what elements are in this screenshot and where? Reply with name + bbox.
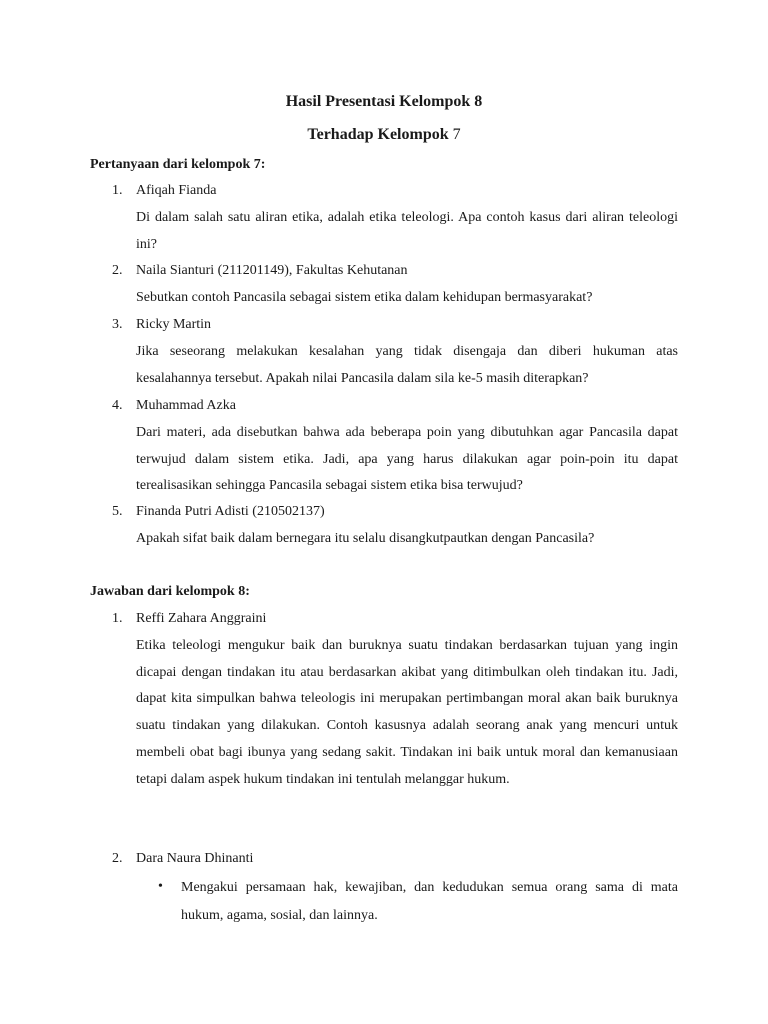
question-number: 2. — [112, 263, 123, 278]
answers-heading: Jawaban dari kelompok 8: — [90, 584, 250, 599]
question-asker-name: Finanda Putri Adisti (210502137) — [136, 504, 325, 519]
question-number: 4. — [112, 398, 123, 413]
answer-bullet-text: Mengakui persamaan hak, kewajiban, dan kedudukan semua orang sama di mata hukum, agama, sosial, dan lainnya. — [181, 880, 678, 923]
question-text: Jika seseorang melakukan kesalahan yang tidak disengaja dan diberi hukuman atas kesalahannya tersebut. Apakah nilai Pancasila dalam sila ke-5 masih diterapkan? — [136, 344, 678, 386]
questions-heading: Pertanyaan dari kelompok 7: — [90, 157, 266, 172]
question-number: 3. — [112, 317, 123, 332]
question-text: Di dalam salah satu aliran etika, adalah etika teleologi. Apa contoh kasus dari aliran teleologi ini? — [136, 210, 678, 252]
question-asker-name: Afiqah Fianda — [136, 183, 217, 198]
question-asker-name: Naila Sianturi (211201149), Fakultas Kehutanan — [136, 263, 408, 278]
answer-number: 1. — [112, 611, 123, 626]
question-asker-name: Muhammad Azka — [136, 398, 236, 413]
bullet-icon: • — [158, 879, 163, 894]
document-subtitle — [0, 126, 768, 144]
answer-number: 2. — [112, 851, 123, 866]
subtitle-group-number: 7 — [452, 126, 461, 143]
question-text: Apakah sifat baik dalam bernegara itu selalu disangkutpautkan dengan Pancasila? — [136, 531, 595, 546]
question-asker-name: Ricky Martin — [136, 317, 212, 332]
document-title: Hasil Presentasi Kelompok 8 — [285, 93, 483, 110]
answer-responder-name: Dara Naura Dhinanti — [136, 851, 254, 866]
subtitle-text: Terhadap Kelompok — [307, 126, 453, 143]
question-text: Sebutkan contoh Pancasila sebagai sistem etika dalam kehidupan bermasyarakat? — [136, 290, 593, 305]
question-number: 5. — [112, 504, 123, 519]
answer-text: Etika teleologi mengukur baik dan buruknya suatu tindakan berdasarkan tujuan yang ingin dicapai dengan tindakan itu atau berdasarkan akibat yang ditimbulkan oleh tindakan itu. Jadi, dapat kita simpulkan bahwa teleologis ini merupakan pertimbangan moral akan baik buruknya suatu tindakan yang dilakukan. Contoh kasusnya adalah seorang anak yang mencuri untuk membeli obat bagi ibunya yang sedang sakit. Tindakan ini baik untuk moral dan kemanusiaan tetapi dalam aspek hukum tindakan ini tentulah melanggar hukum. — [136, 638, 678, 787]
answer-responder-name: Reffi Zahara Anggraini — [136, 611, 267, 626]
question-text: Dari materi, ada disebutkan bahwa ada beberapa poin yang dibutuhkan agar Pancasila dapat terwujud dalam sistem etika. Jadi, apa yang harus dilakukan agar poin-poin itu dapat terealisasikan sehingga Pancasila sebagai sistem etika bisa terwujud? — [136, 425, 678, 494]
question-number: 1. — [112, 183, 123, 198]
